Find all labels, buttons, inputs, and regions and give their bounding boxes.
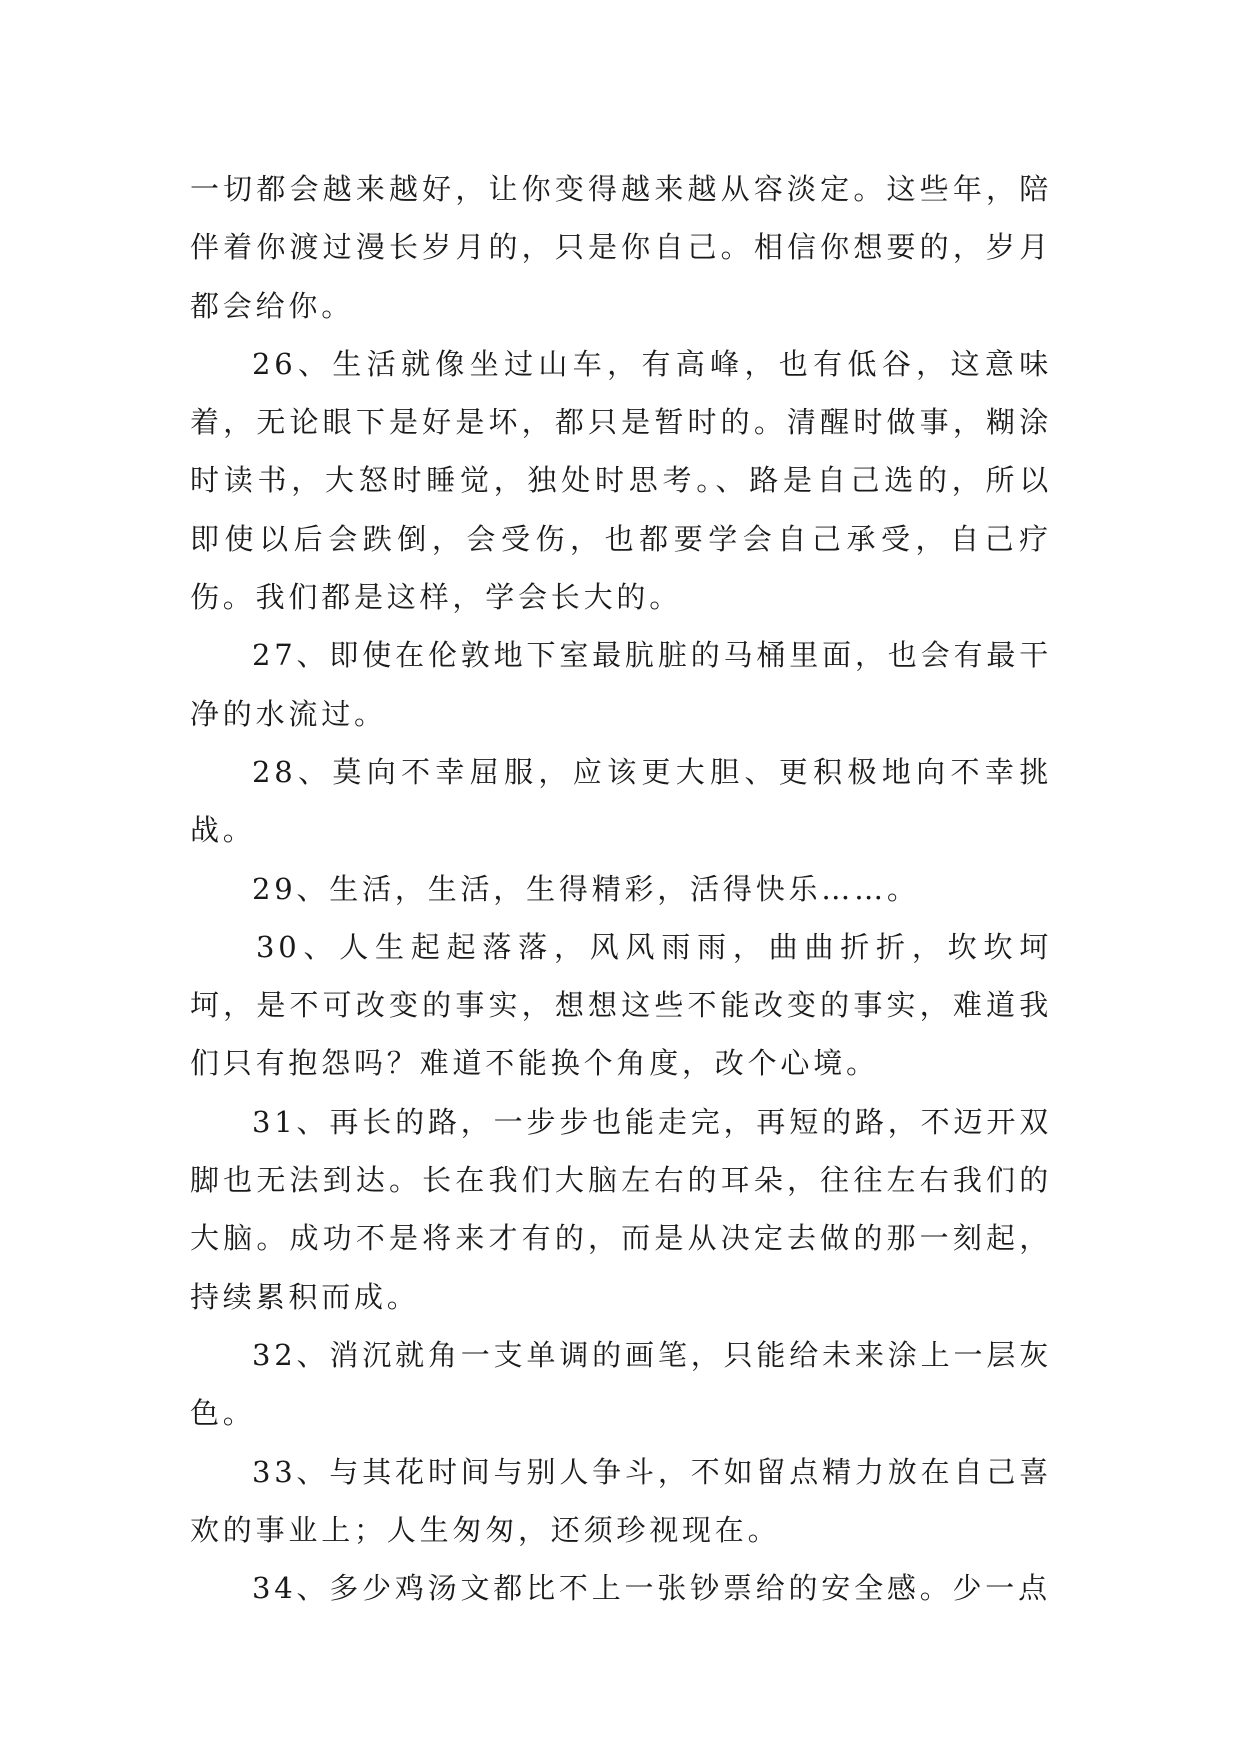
paragraph-34: 34、多少鸡汤文都比不上一张钞票给的安全感。少一点 — [252, 1571, 1051, 1606]
paragraph-26: 26、生活就像坐过山车，有高峰，也有低谷，这意味着，无论眼下是好是坏，都只是暂时的。清醒时做事，糊涂时读书，大怒时睡觉，独处时思考。、路是自己选的，所以即使以后会跌倒，会受伤，也都要学会自己承受，自己疗伤。我们都是这样，学会长大的。 — [190, 346, 1052, 615]
paragraph-32: 32、消沉就角一支单调的画笔，只能给未来涂上一层灰色。 — [190, 1337, 1052, 1431]
paragraph-30: 30、人生起起落落，风风雨雨，曲曲折折，坎坎坷坷，是不可改变的事实，想想这些不能改变的事实，难道我们只有抱怨吗？难道不能换个角度，改个心境。 — [190, 929, 1052, 1081]
paragraph-33: 33、与其花时间与别人争斗，不如留点精力放在自己喜欢的事业上；人生匆匆，还须珍视现在。 — [190, 1454, 1052, 1547]
paragraph-27: 27、即使在伦敦地下室最肮脏的马桶里面，也会有最干净的水流过。 — [190, 638, 1052, 731]
paragraph-29: 29、生活，生活，生得精彩，活得快乐……。 — [252, 871, 920, 906]
paragraph-28: 28、莫向不幸屈服，应该更大胆、更积极地向不幸挑战。 — [190, 754, 1052, 848]
paragraph-continuation: 一切都会越来越好，让你变得越来越从容淡定。这些年，陪伴着你渡过漫长岁月的，只是你自己。相信你想要的，岁月都会给你。 — [190, 172, 1052, 323]
document-body — [190, 160, 1052, 1617]
paragraph-31: 31、再长的路，一步步也能走完，再短的路，不迈开双脚也无法到达。长在我们大脑左右的耳朵，往往左右我们的大脑。成功不是将来才有的，而是从决定去做的那一刻起，持续累积而成。 — [190, 1104, 1052, 1314]
